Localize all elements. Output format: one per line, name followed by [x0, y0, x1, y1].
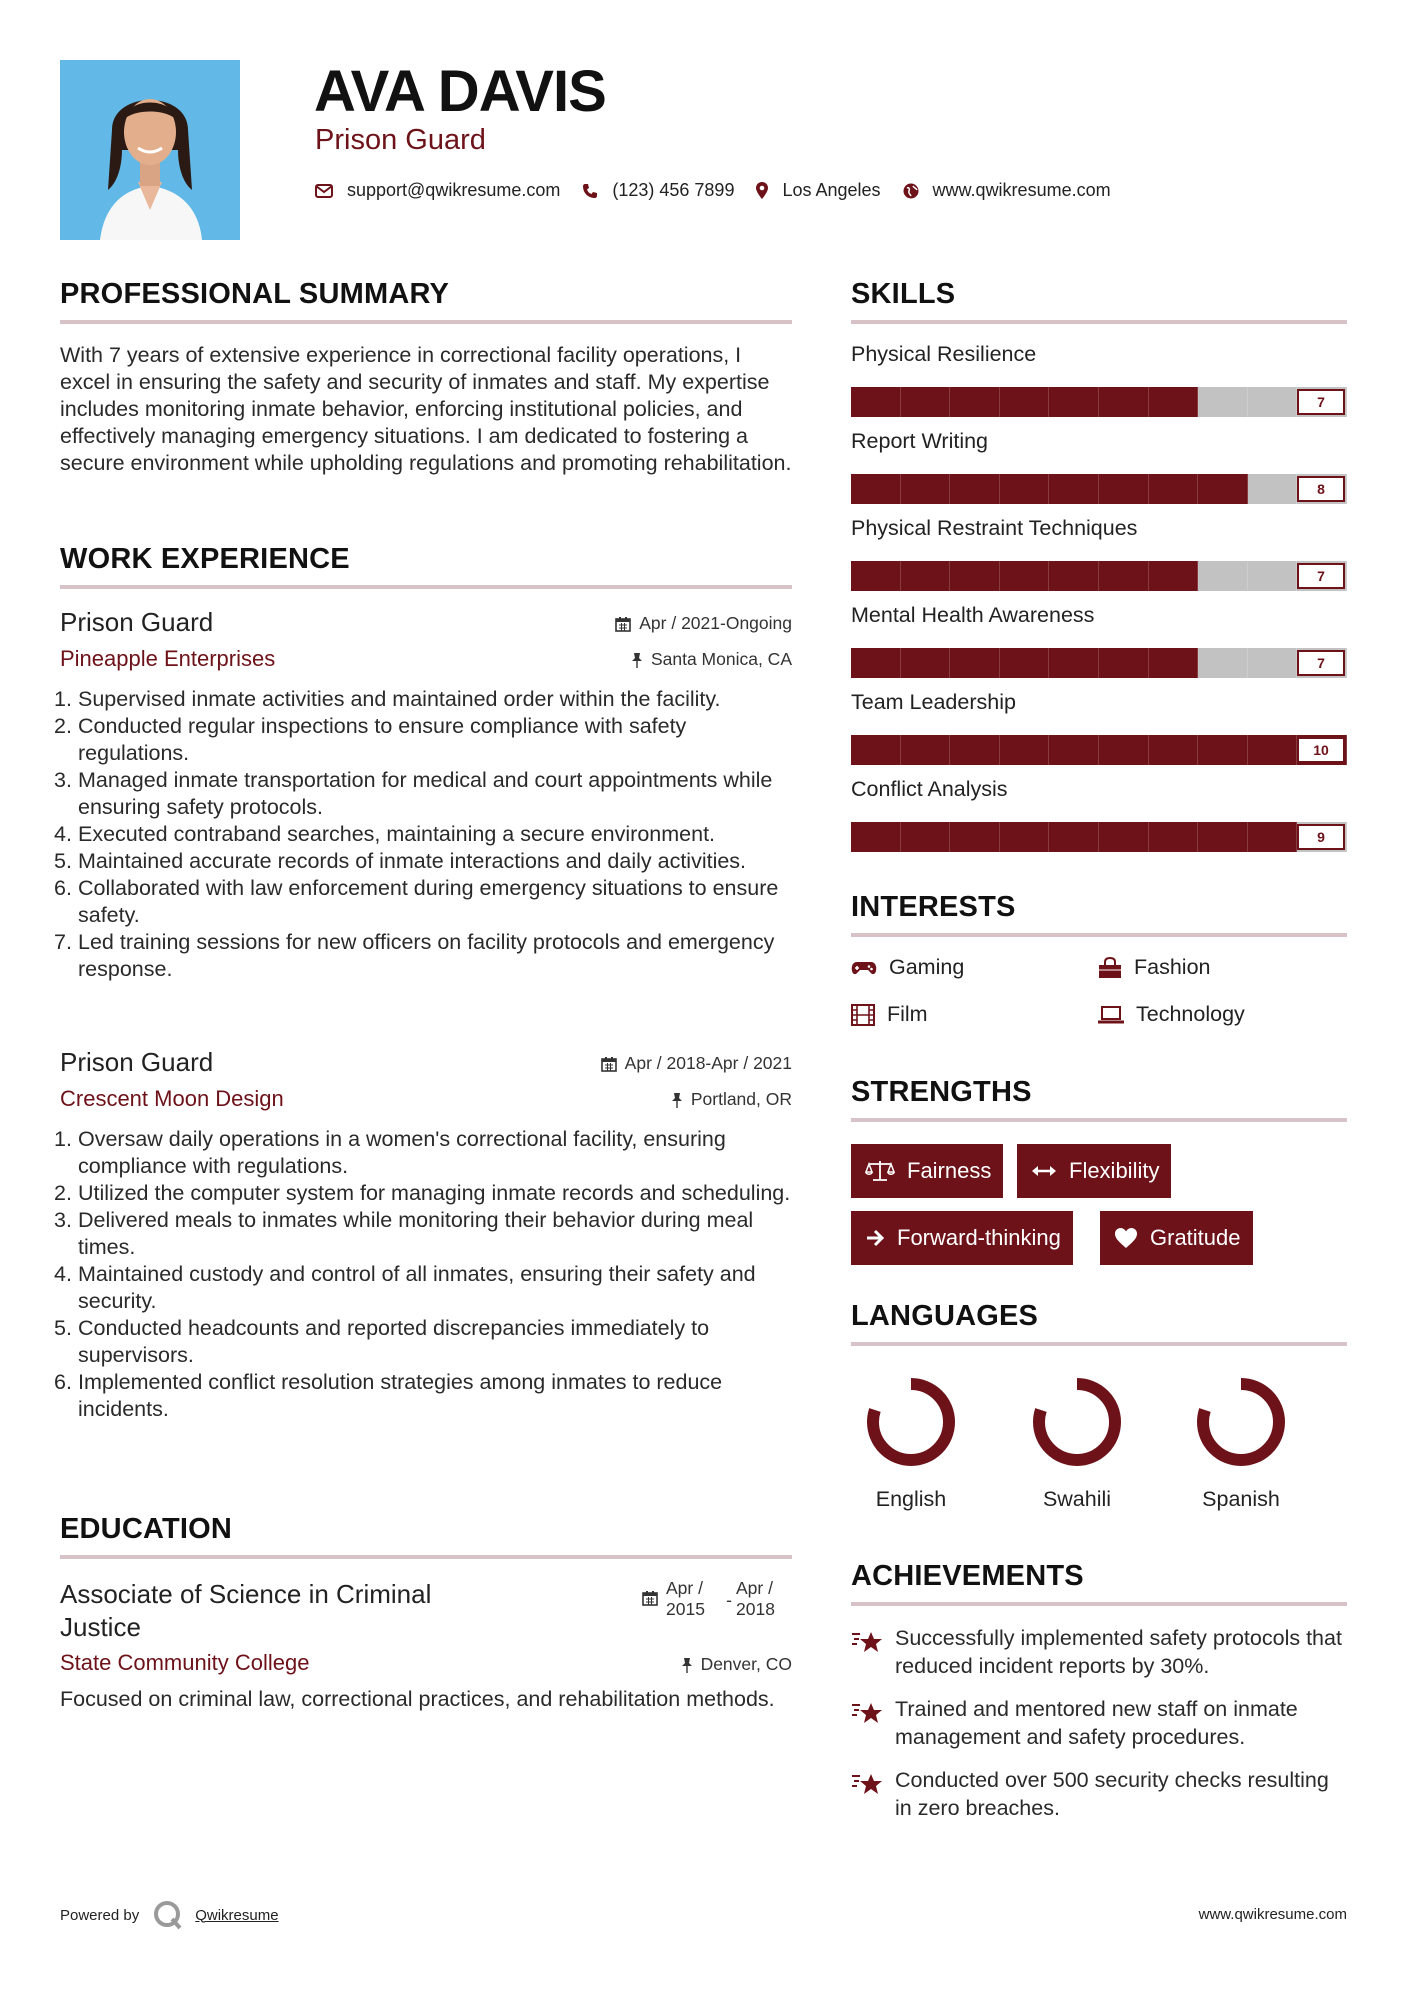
strength-gratitude [1100, 1211, 1253, 1265]
languages-divider [851, 1342, 1347, 1346]
skill-segment-filled [1149, 474, 1199, 504]
gamepad-icon [851, 960, 877, 976]
qwikresume-logo-icon [153, 1900, 183, 1930]
list-item: 1. Supervised inmate activities and maintained order within the facility. [54, 687, 721, 711]
skill-segment-filled [1248, 822, 1298, 852]
shooting-star-icon [851, 1697, 885, 1727]
skill-segment-filled [1049, 474, 1099, 504]
job-bullets [54, 1126, 792, 1423]
arrow-right-icon [865, 1228, 885, 1248]
envelope-icon [315, 184, 333, 198]
skill-segment-empty [1248, 561, 1298, 591]
achievement-text: Trained and mentored new staff on inmate management and safety procedures. [895, 1697, 1298, 1749]
contact-email[interactable] [315, 180, 560, 201]
language-label: English [875, 1487, 947, 1511]
education-location [681, 1654, 792, 1675]
skill-score: 7 [1297, 389, 1345, 415]
job-location [671, 1089, 792, 1110]
skill-segment-filled [851, 822, 901, 852]
candidate-title: Prison Guard [315, 124, 486, 156]
interest-film [851, 1002, 928, 1027]
phone-icon [582, 183, 598, 199]
skill-label: Team Leadership [851, 690, 1016, 714]
interest-label: Gaming [889, 955, 965, 979]
arrows-horizontal-icon [1031, 1164, 1057, 1178]
language-ring [1181, 1374, 1301, 1470]
list-item: 2. Conducted regular inspections to ensure compliance with safety regulations. [54, 714, 687, 765]
language-item [1017, 1374, 1137, 1512]
qwikresume-link[interactable]: Qwikresume [195, 1906, 279, 1924]
achievement-item [851, 1766, 1347, 1822]
skill-segment-filled [1149, 561, 1199, 591]
shooting-star-icon [851, 1626, 885, 1656]
map-marker-icon [756, 182, 768, 199]
education-description: Focused on criminal law, correctional practices, and rehabilitation methods. [60, 1687, 775, 1711]
skills-heading: SKILLS [851, 278, 956, 310]
language-label: Spanish [1202, 1487, 1280, 1511]
skill-segment-filled [1000, 387, 1050, 417]
list-item: 4. Maintained custody and control of all inmates, ensuring their safety and security. [54, 1262, 756, 1313]
interest-fashion [1098, 955, 1211, 980]
skill-label: Report Writing [851, 429, 989, 453]
skill-segment-filled [1049, 648, 1099, 678]
education-heading: EDUCATION [60, 1513, 233, 1545]
skill-segment-filled [1049, 561, 1099, 591]
list-item: 5. Conducted headcounts and reported discrepancies immediately to supervisors. [54, 1316, 710, 1367]
skill-segment-filled [851, 735, 901, 765]
skill-score: 9 [1297, 824, 1345, 850]
education-school: State Community College [60, 1650, 310, 1675]
skill-segment-filled [1248, 735, 1298, 765]
list-item: 6. Collaborated with law enforcement during emergency situations to ensure safety. [54, 876, 779, 927]
strength-label: Gratitude [1150, 1225, 1241, 1250]
skill-segment-filled [901, 561, 951, 591]
date-separator: - [726, 1590, 732, 1610]
skill-item [851, 690, 1347, 758]
pushpin-icon [681, 1657, 693, 1673]
skill-segment-empty [1248, 474, 1298, 504]
skill-segment-filled [1049, 387, 1099, 417]
skill-bar [851, 561, 1347, 591]
job-title: Prison Guard [60, 607, 214, 637]
job-company: Crescent Moon Design [60, 1086, 284, 1111]
skill-segment-empty [1198, 648, 1248, 678]
education-start: Apr / 2015 [666, 1578, 705, 1619]
skill-item [851, 777, 1347, 845]
experience-heading: WORK EXPERIENCE [60, 543, 350, 575]
calendar-icon [615, 616, 631, 632]
skill-segment-empty [1248, 648, 1298, 678]
skill-score: 10 [1297, 737, 1345, 763]
pushpin-icon [631, 652, 643, 668]
list-item: 5. Maintained accurate records of inmate interactions and daily activities. [54, 849, 747, 873]
list-item: 3. Delivered meals to inmates while monitoring their behavior during meal times. [54, 1208, 754, 1259]
skill-segment-filled [1099, 561, 1149, 591]
skill-segment-filled [1099, 648, 1149, 678]
job-location-text: Santa Monica, CA [650, 649, 792, 669]
education-divider [60, 1555, 792, 1559]
skill-item [851, 342, 1347, 410]
list-item: 7. Led training sessions for new officers on facility protocols and emergency response. [54, 930, 775, 981]
skill-segment-filled [1049, 735, 1099, 765]
skill-segment-filled [1198, 474, 1248, 504]
education-location-text: Denver, CO [700, 1654, 792, 1674]
list-item: 4. Executed contraband searches, maintaining a secure environment. [54, 822, 716, 846]
education-end: Apr / 2018 [736, 1578, 775, 1619]
job-dates-text: Apr / 2021-Ongoing [639, 613, 792, 633]
skill-segment-filled [851, 387, 901, 417]
education-entry [60, 1578, 792, 1713]
job-bullets [54, 686, 792, 983]
footer-url[interactable]: www.qwikresume.com [1198, 1906, 1347, 1923]
skill-segment-filled [950, 735, 1000, 765]
skill-label: Conflict Analysis [851, 777, 1008, 801]
skill-segment-filled [1149, 735, 1199, 765]
language-item [851, 1374, 971, 1512]
achievements-heading: ACHIEVEMENTS [851, 1560, 1084, 1592]
strength-label: Fairness [907, 1158, 992, 1183]
skill-segment-filled [1149, 648, 1199, 678]
film-icon [851, 1004, 875, 1026]
skill-segment-filled [901, 735, 951, 765]
experience-divider [60, 585, 792, 589]
achievement-text: Conducted over 500 security checks resulting in zero breaches. [895, 1768, 1329, 1820]
education-dates [642, 1578, 792, 1620]
language-ring-arc [1039, 1384, 1115, 1460]
skill-segment-filled [901, 822, 951, 852]
interest-label: Film [887, 1002, 928, 1026]
skill-segment-filled [1149, 387, 1199, 417]
skill-segment-filled [950, 648, 1000, 678]
list-item: 1. Oversaw daily operations in a women's correctional facility, ensuring compliance with regulations. [54, 1127, 726, 1178]
skill-segment-filled [1000, 822, 1050, 852]
education-degree: Associate of Science in Criminal Justice [60, 1579, 432, 1642]
skill-segment-filled [901, 648, 951, 678]
skill-segment-filled [1000, 474, 1050, 504]
skill-segment-filled [1198, 735, 1248, 765]
skill-segment-empty [1248, 387, 1298, 417]
skill-label: Mental Health Awareness [851, 603, 1095, 627]
job-title: Prison Guard [60, 1047, 214, 1077]
globe-icon [903, 183, 919, 199]
balance-scale-icon [865, 1159, 895, 1183]
skill-segment-filled [901, 387, 951, 417]
strength-forward-thinking [851, 1211, 1073, 1265]
strength-label: Flexibility [1069, 1158, 1160, 1183]
job-dates-text: Apr / 2018-Apr / 2021 [624, 1053, 792, 1073]
achievement-text: Successfully implemented safety protocols that reduced incident reports by 30%. [895, 1626, 1342, 1678]
skills-divider [851, 320, 1347, 324]
skill-item [851, 429, 1347, 497]
skill-segment-filled [1000, 648, 1050, 678]
job-dates [601, 1053, 792, 1074]
contact-email-text: support@qwikresume.com [347, 180, 561, 200]
skill-segment-filled [1099, 474, 1149, 504]
achievement-item [851, 1624, 1347, 1680]
pushpin-icon [671, 1092, 683, 1108]
powered-by-text: Powered by [60, 1906, 140, 1924]
strengths-divider [851, 1118, 1347, 1122]
skill-segment-filled [851, 561, 901, 591]
job-company: Pineapple Enterprises [60, 646, 276, 671]
skill-segment-filled [1198, 822, 1248, 852]
contact-website-text: www.qwikresume.com [932, 180, 1111, 200]
skill-segment-empty [1198, 561, 1248, 591]
skill-segment-filled [1000, 561, 1050, 591]
language-label: Swahili [1042, 1487, 1112, 1511]
skill-segment-filled [950, 387, 1000, 417]
skill-segment-filled [950, 822, 1000, 852]
contact-bar [315, 180, 1133, 201]
job-entry [54, 607, 792, 983]
profile-photo [60, 60, 240, 240]
list-item: 6. Implemented conflict resolution strategies among inmates to reduce incidents. [54, 1370, 723, 1421]
language-ring-arc [873, 1384, 949, 1460]
skill-item [851, 516, 1347, 584]
skill-score: 8 [1297, 476, 1345, 502]
laptop-icon [1098, 1006, 1124, 1024]
interest-label: Fashion [1134, 955, 1211, 979]
summary-heading: PROFESSIONAL SUMMARY [60, 278, 450, 310]
language-ring [1017, 1374, 1137, 1470]
skill-segment-filled [851, 474, 901, 504]
summary-text: With 7 years of extensive experience in correctional facility operations, I excel in ensuring the safety and security of inmates and staff. My expertise includes monitoring inmate behavior, enforcing institutional policies, and effectively managing emergency situations. I am dedicated to fostering a secure environment while upholding regulations and promoting rehabilitation. [60, 343, 792, 475]
interest-label: Technology [1136, 1002, 1245, 1026]
contact-location-text: Los Angeles [782, 180, 881, 200]
list-item: 3. Managed inmate transportation for medical and court appointments while ensuring safety protocols. [54, 768, 773, 819]
contact-location [756, 180, 880, 201]
skill-segment-filled [901, 474, 951, 504]
interests-divider [851, 933, 1347, 937]
skill-segment-filled [1099, 735, 1149, 765]
skill-label: Physical Restraint Techniques [851, 516, 1138, 540]
language-item [1181, 1374, 1301, 1512]
skill-bar [851, 822, 1347, 852]
skill-score: 7 [1297, 563, 1345, 589]
skill-segment-filled [1149, 822, 1199, 852]
skill-segment-filled [1099, 387, 1149, 417]
skill-segment-empty [1198, 387, 1248, 417]
interest-technology [1098, 1002, 1245, 1027]
languages-heading: LANGUAGES [851, 1300, 1039, 1332]
strength-label: Forward-thinking [897, 1225, 1061, 1250]
job-location-text: Portland, OR [690, 1089, 792, 1109]
skill-label: Physical Resilience [851, 342, 1037, 366]
profile-photo-image [60, 60, 240, 240]
strength-flexibility [1017, 1144, 1171, 1198]
skill-item [851, 603, 1347, 671]
skill-segment-filled [950, 561, 1000, 591]
contact-website[interactable] [903, 180, 1111, 201]
skill-bar [851, 648, 1347, 678]
skill-segment-filled [950, 474, 1000, 504]
shooting-star-icon [851, 1768, 885, 1798]
job-dates [615, 613, 792, 634]
skill-bar [851, 387, 1347, 417]
candidate-name: AVA DAVIS [314, 59, 606, 124]
skill-segment-filled [1099, 822, 1149, 852]
language-ring [851, 1374, 971, 1470]
job-location [631, 649, 792, 670]
skill-segment-filled [1049, 822, 1099, 852]
contact-phone-text: (123) 456 7899 [612, 180, 735, 200]
summary-divider [60, 320, 792, 324]
strength-fairness [851, 1144, 1003, 1198]
calendar-icon [601, 1056, 617, 1072]
achievement-item [851, 1695, 1347, 1751]
interests-heading: INTERESTS [851, 891, 1016, 923]
strengths-heading: STRENGTHS [851, 1076, 1032, 1108]
shopping-bag-icon [1098, 957, 1122, 979]
skill-segment-filled [851, 648, 901, 678]
heart-icon [1114, 1227, 1138, 1249]
skill-score: 7 [1297, 650, 1345, 676]
skill-segment-filled [1000, 735, 1050, 765]
contact-phone[interactable] [582, 180, 734, 201]
interest-gaming [851, 955, 964, 980]
job-entry [54, 1047, 792, 1423]
calendar-icon [642, 1590, 658, 1606]
skill-bar [851, 474, 1347, 504]
skill-bar [851, 735, 1347, 765]
footer-powered-by [60, 1900, 279, 1930]
achievements-divider [851, 1602, 1347, 1606]
language-ring-arc [1203, 1384, 1279, 1460]
list-item: 2. Utilized the computer system for managing inmate records and scheduling. [54, 1181, 791, 1205]
